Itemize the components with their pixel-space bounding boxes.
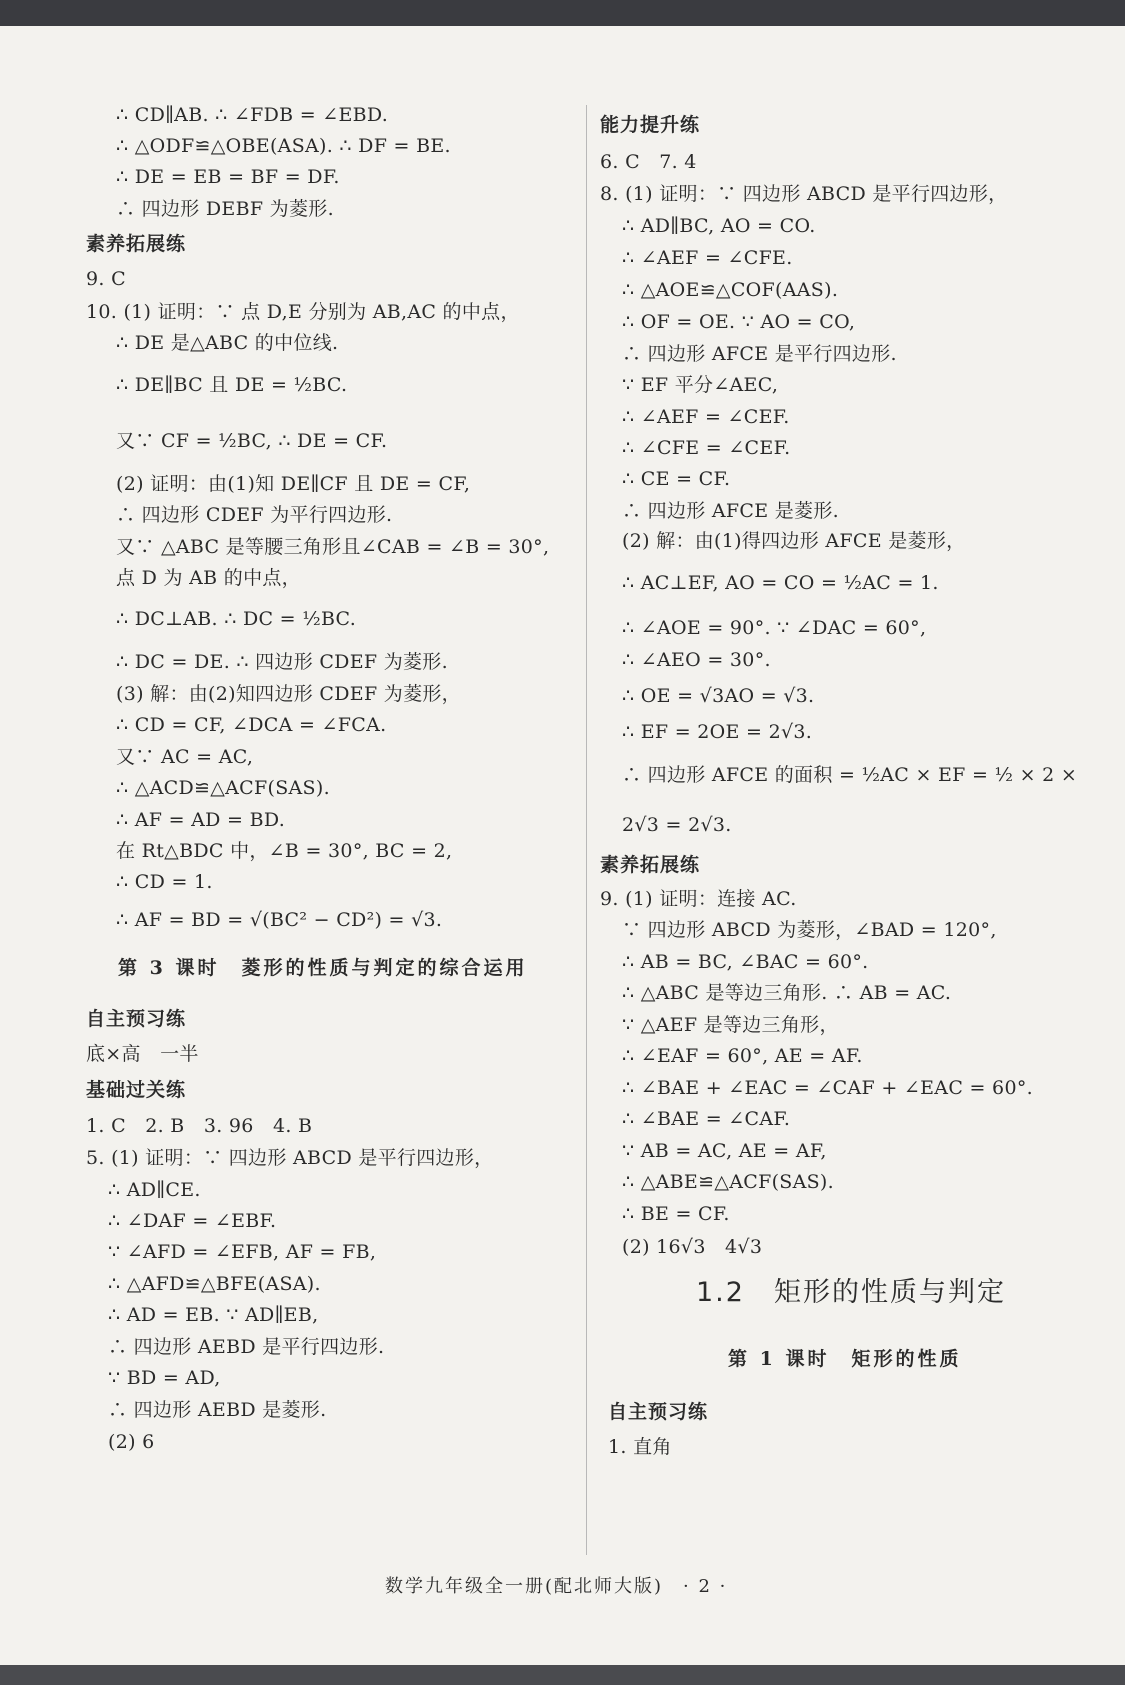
text-line: ∴ CD = CF, ∠DCA = ∠FCA.	[116, 714, 387, 736]
text-line: ∴ DC = DE. ∴ 四边形 CDEF 为菱形.	[116, 651, 448, 673]
text-line: ∴ ∠DAF = ∠EBF.	[108, 1210, 277, 1232]
text-line: ∴ △AOE≌△COF(AAS).	[622, 279, 839, 301]
text-line: ∵ AB = AC, AE = AF,	[622, 1140, 827, 1162]
text-line: ∴ 四边形 AFCE 是平行四边形.	[622, 343, 897, 365]
section-heading: 基础过关练	[86, 1079, 187, 1101]
text-line: (2) 6	[108, 1431, 155, 1453]
section-title: 1.2 矩形的性质与判定	[696, 1277, 1006, 1308]
text-line: 又∵ △ABC 是等腰三角形且∠CAB = ∠B = 30°,	[116, 536, 550, 558]
text-line: ∴ EF = 2OE = 2√3.	[622, 721, 813, 743]
text-line: ∵ ∠AFD = ∠EFB, AF = FB,	[108, 1241, 377, 1263]
scan-top-edge	[0, 0, 1125, 26]
section-heading: 素养拓展练	[86, 233, 187, 255]
text-line: ∴ 四边形 DEBF 为菱形.	[116, 198, 334, 220]
text-line: ∴ △ACD≌△ACF(SAS).	[116, 777, 330, 799]
text-line: 2√3 = 2√3.	[622, 814, 732, 836]
text-line: ∴ BE = CF.	[622, 1203, 730, 1225]
text-line: ∴ AD = EB. ∵ AD∥EB,	[108, 1304, 319, 1326]
text-line: ∴ AB = BC, ∠BAC = 60°.	[622, 951, 869, 973]
text-line: ∵ EF 平分∠AEC,	[622, 374, 779, 396]
text-line: ∴ AF = AD = BD.	[116, 809, 286, 831]
answer-line: 5. (1) 证明：∵ 四边形 ABCD 是平行四边形，	[86, 1147, 494, 1169]
section-heading: 自主预习练	[608, 1401, 709, 1423]
text-line: ∴ ∠CFE = ∠CEF.	[622, 437, 791, 459]
answer-line: 9. (1) 证明：连接 AC.	[600, 888, 797, 910]
text-line: ∴ AF = BD = √(BC² − CD²) = √3.	[116, 909, 443, 931]
text-line: (2) 16√3 4√3	[622, 1236, 763, 1258]
text-line: ∵ 四边形 ABCD 为菱形，∠BAD = 120°,	[622, 919, 997, 941]
answer-line: 6. C 7. 4	[600, 151, 697, 173]
text-line: ∴ OE = √3AO = √3.	[622, 685, 815, 707]
answer-line: 1. 直角	[608, 1436, 672, 1458]
text-line: ∴ AC⊥EF, AO = CO = ½AC = 1.	[622, 572, 939, 594]
text-line: (3) 解：由(2)知四边形 CDEF 为菱形，	[116, 683, 461, 705]
lesson-title: 第 3 课时 菱形的性质与判定的综合运用	[118, 957, 528, 979]
text-line: ∴ △ODF≌△OBE(ASA). ∴ DF = BE.	[116, 135, 451, 157]
section-heading: 自主预习练	[86, 1008, 187, 1030]
text-line: ∴ △ABC 是等边三角形. ∴ AB = AC.	[622, 982, 952, 1004]
text-line: ∴ 四边形 AFCE 是菱形.	[622, 500, 839, 522]
text-line: ∴ ∠AEO = 30°.	[622, 649, 771, 671]
text-line: ∴ CD = 1.	[116, 871, 213, 893]
text-line: 又∵ CF = ½BC, ∴ DE = CF.	[116, 430, 388, 452]
text-line: ∴ △ABE≌△ACF(SAS).	[622, 1171, 834, 1193]
text-line: ∴ ∠AEF = ∠CEF.	[622, 406, 790, 428]
scan-bottom-edge	[0, 1665, 1125, 1685]
text-line: ∴ DE = EB = BF = DF.	[116, 166, 340, 188]
text-line: ∵ BD = AD,	[108, 1367, 221, 1389]
text-line: ∴ CE = CF.	[622, 468, 731, 490]
text-line: ∴ ∠BAE + ∠EAC = ∠CAF + ∠EAC = 60°.	[622, 1077, 1033, 1099]
answer-line: 8. (1) 证明：∵ 四边形 ABCD 是平行四边形，	[600, 183, 1008, 205]
text-line: (2) 证明：由(1)知 DE∥CF 且 DE = CF,	[116, 473, 471, 495]
text-line: (2) 解：由(1)得四边形 AFCE 是菱形，	[622, 530, 966, 552]
text-line: 在 Rt△BDC 中，∠B = 30°, BC = 2,	[116, 840, 453, 862]
page-footer: 数学九年级全一册(配北师大版) · 2 ·	[385, 1576, 728, 1597]
text-line: ∴ 四边形 AEBD 是平行四边形.	[108, 1336, 385, 1358]
lesson-title: 第 1 课时 矩形的性质	[728, 1348, 962, 1370]
text-line: ∴ ∠EAF = 60°, AE = AF.	[622, 1045, 863, 1067]
section-heading: 能力提升练	[600, 114, 701, 136]
text-line: ∴ OF = OE. ∵ AO = CO,	[622, 311, 856, 333]
section-heading: 素养拓展练	[600, 854, 701, 876]
answer-line: 9. C	[86, 268, 126, 290]
text-line: ∴ 四边形 AEBD 是菱形.	[108, 1399, 327, 1421]
text-line: ∴ 四边形 CDEF 为平行四边形.	[116, 504, 393, 526]
text-line: ∴ 四边形 AFCE 的面积 = ½AC × EF = ½ × 2 ×	[622, 764, 1078, 786]
text-line: 又∵ AC = AC,	[116, 746, 254, 768]
text-line: 点 D 为 AB 的中点，	[116, 567, 301, 589]
text-line: ∴ CD∥AB. ∴ ∠FDB = ∠EBD.	[116, 104, 389, 126]
text-line: ∴ DE∥BC 且 DE = ½BC.	[116, 374, 348, 396]
answer-line: 1. C 2. B 3. 96 4. B	[86, 1115, 313, 1137]
text-line: ∴ DC⊥AB. ∴ DC = ½BC.	[116, 608, 357, 630]
text-line: ∴ ∠AOE = 90°. ∵ ∠DAC = 60°,	[622, 617, 927, 639]
text-line: ∴ AD∥CE.	[108, 1179, 201, 1201]
column-divider	[586, 105, 587, 1555]
answer-line: 底×高 一半	[86, 1043, 199, 1065]
text-line: ∴ ∠BAE = ∠CAF.	[622, 1108, 791, 1130]
text-line: ∴ ∠AEF = ∠CFE.	[622, 247, 793, 269]
text-line: ∴ AD∥BC, AO = CO.	[622, 215, 816, 237]
text-line: ∴ DE 是△ABC 的中位线.	[116, 332, 339, 354]
text-line: ∴ △AFD≌△BFE(ASA).	[108, 1273, 321, 1295]
text-line: ∵ △AEF 是等边三角形，	[622, 1014, 839, 1036]
answer-line: 10. (1) 证明：∵ 点 D,E 分别为 AB,AC 的中点，	[86, 301, 520, 323]
